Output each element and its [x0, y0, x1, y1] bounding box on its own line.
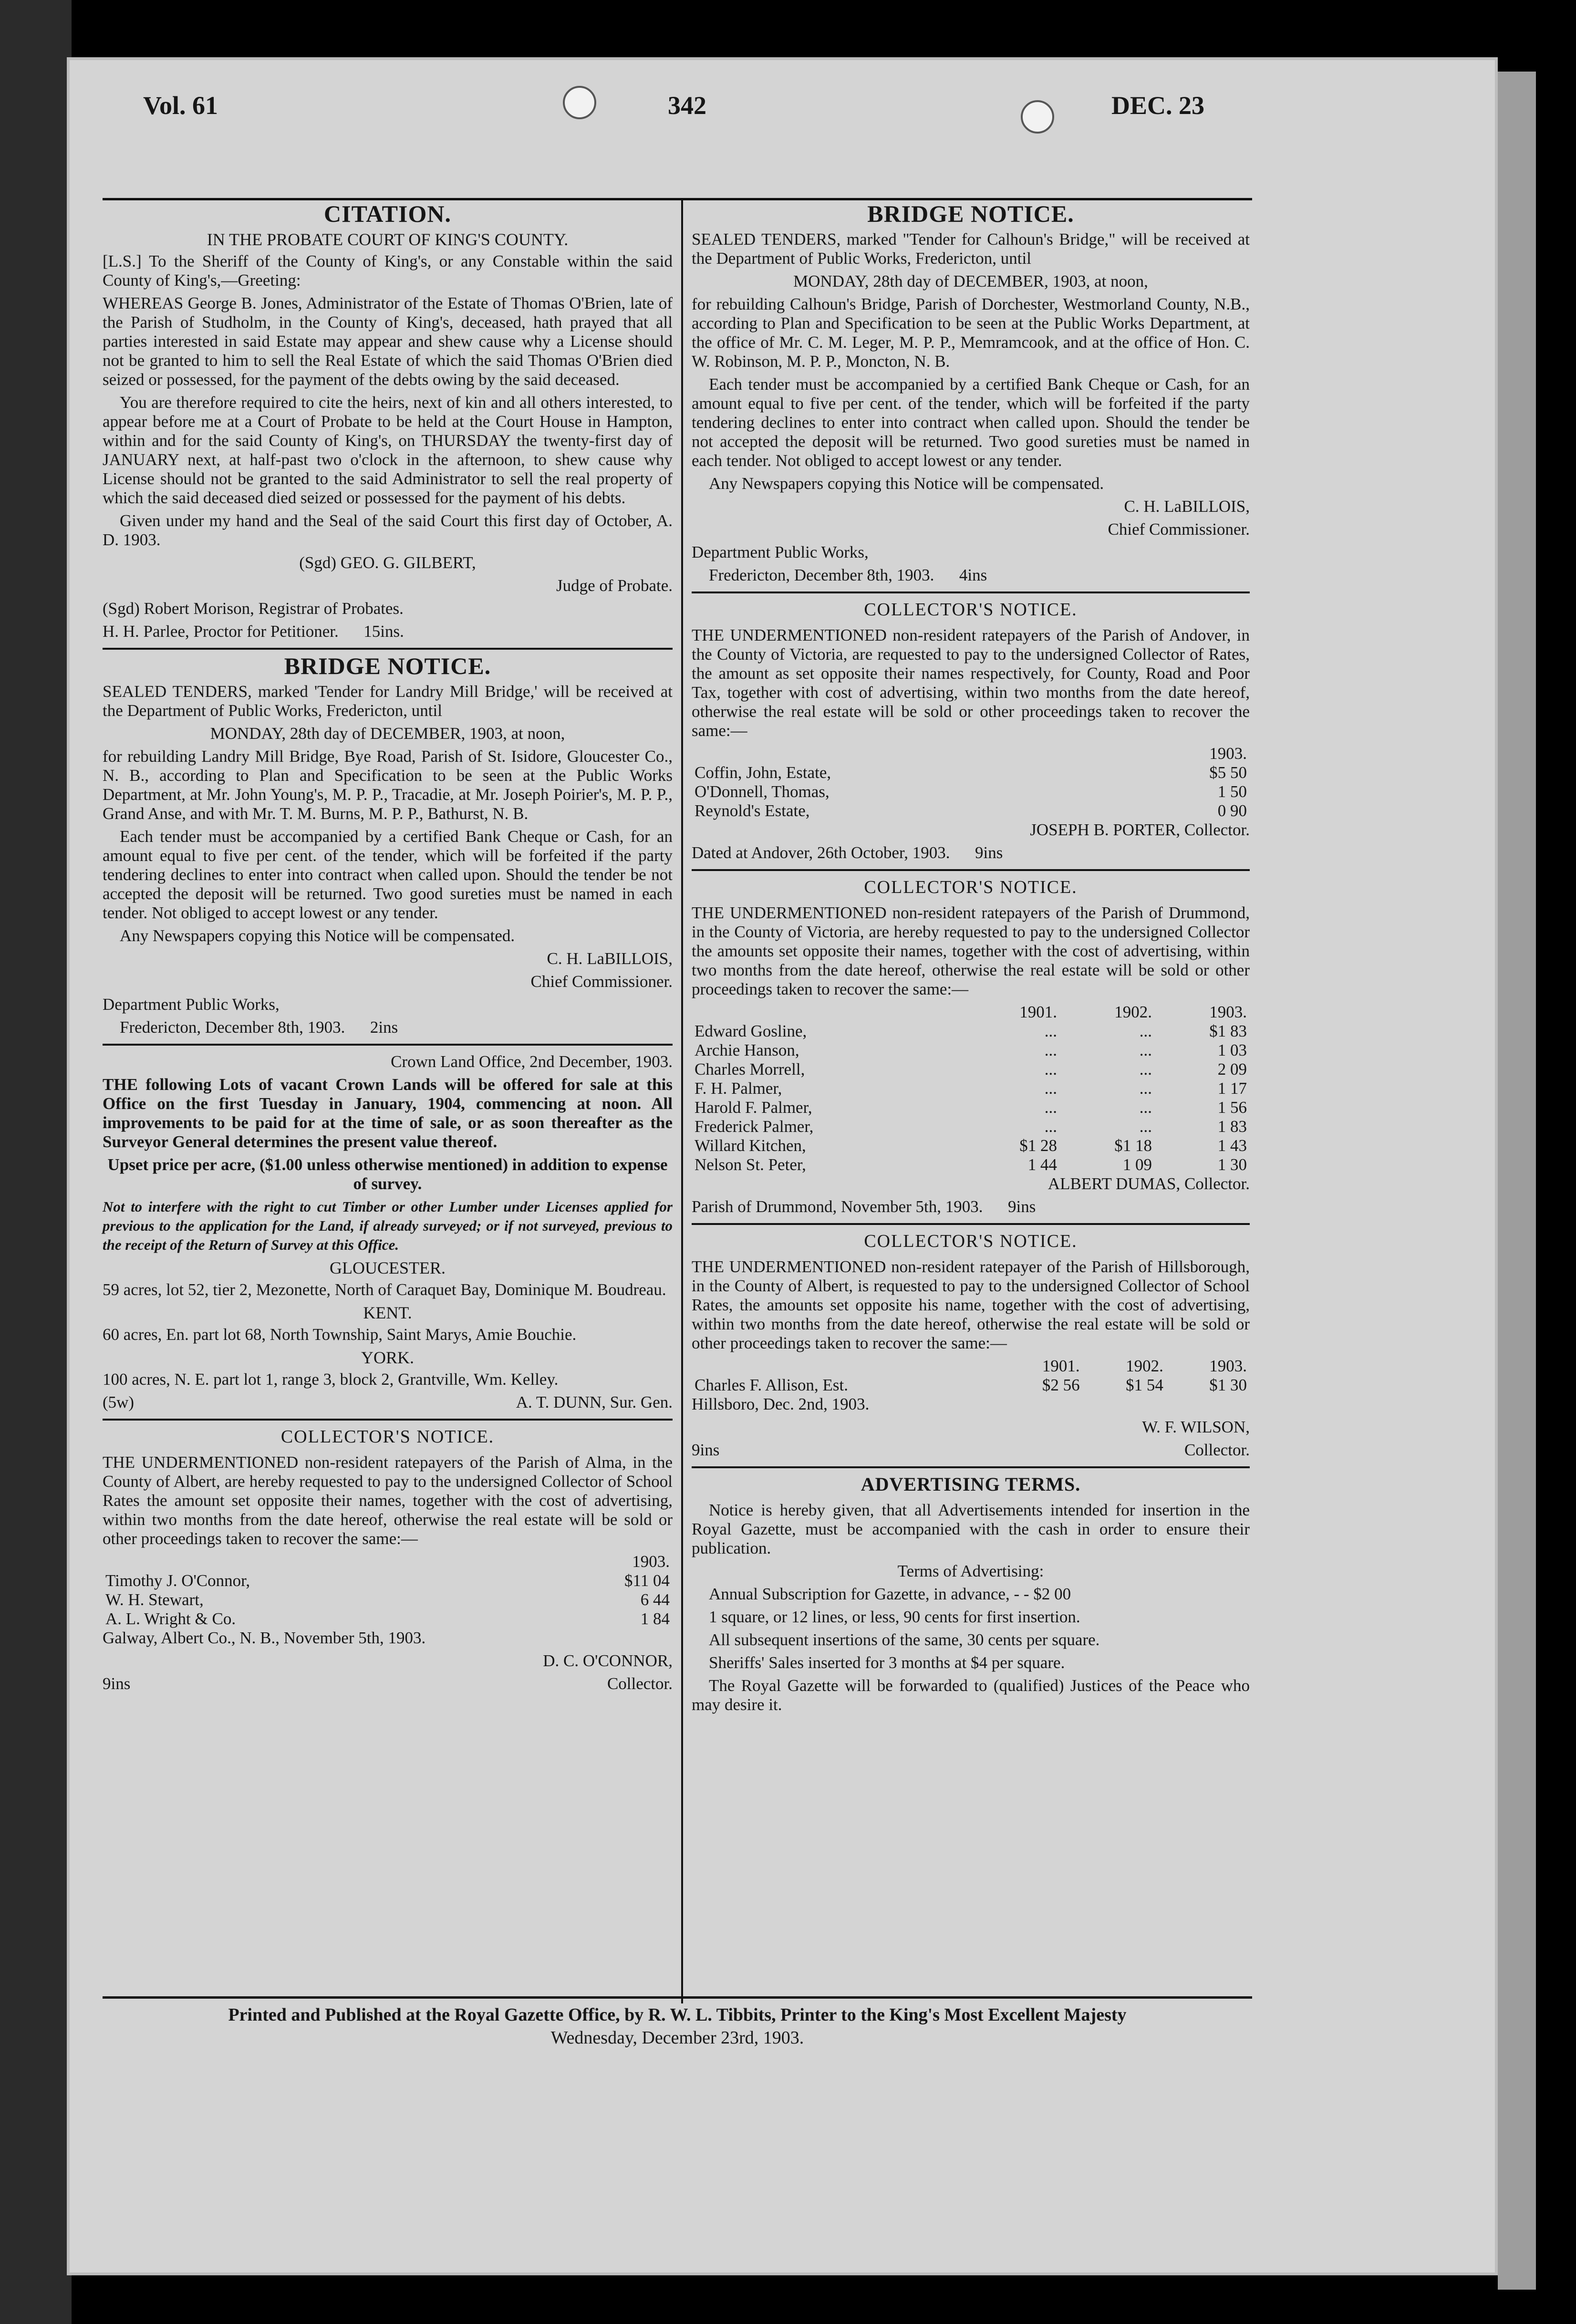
- term-line: All subsequent insertions of the same, 30 cents per square.: [709, 1630, 1100, 1649]
- signature: (Sgd) Robert Morison, Registrar of Probates.: [103, 599, 404, 618]
- insertion-count: 2ins: [370, 1018, 398, 1037]
- dept-line: Department Public Works,: [692, 543, 869, 561]
- section-rule: [692, 1223, 1250, 1225]
- insertion-count: 9ins: [692, 1441, 720, 1459]
- imprint-line: Printed and Published at the Royal Gazette Office, by R. W. L. Tibbits, Printer to the King's Most Excellent Majesty: [228, 2005, 1127, 2025]
- insertion-count: (5w): [103, 1393, 135, 1411]
- dept-line: Department Public Works,: [103, 995, 280, 1014]
- signature: C. H. LaBILLOIS,: [1124, 497, 1250, 516]
- place-date: Dated at Andover, 26th October, 1903. 9ins: [692, 843, 1003, 862]
- term-line: Annual Subscription for Gazette, in advance, - - $2 00: [709, 1585, 1071, 1603]
- citation-para: WHEREAS George B. Jones, Administrator of the Estate of Thomas O'Brien, late of the Parish of Studholm, in the County of King's, deceased, hath prayed that all parties interested in said Estate may appear and shew cause why a License should not be granted to him to sell the Real Estate of which the said Thomas O'Brien died seized or possessed, for the payment of the debts owing by the said deceased.: [103, 294, 673, 389]
- citation-para: [L.S.] To the Sheriff of the County of King's, or any Constable within the said County of King's,—Greeting:: [103, 252, 673, 290]
- collector-para: THE UNDERMENTIONED non-resident ratepayers of the Parish of Drummond, in the County of Victoria, are hereby requested to pay to the undersigned Collector the amounts set opposite their names, together with the cost of advertising, within two months from the date hereof, otherwise the real estate will be sold or other proceedings taken to recover the same:—: [692, 903, 1250, 998]
- signature: 9ins Collector.: [103, 1674, 673, 1693]
- insertion-count: 9ins: [103, 1674, 131, 1693]
- crown-condition: Not to interfere with the right to cut Timber or other Lumber under Licenses applied for previous to the application for the Land, if already surveyed; or if not surveyed, previous to the receipt of the Return of Survey at this Office.: [103, 1198, 673, 1253]
- lot-entry: 60 acres, En. part lot 68, North Township, Saint Marys, Amie Bouchie.: [103, 1325, 577, 1344]
- bridge-para: for rebuilding Calhoun's Bridge, Parish of Dorchester, Westmorland County, N.B., according to Plan and Specification to be seen at the Public Works Department, at the office of Mr. C. M. Leger, M. P. P., Memramcook, and at the office of Hon. C. W. Robinson, M. P. P., Moncton, N. B.: [692, 295, 1250, 371]
- table-row: Archie Hanson, ... ... 1 03: [695, 1041, 1247, 1059]
- table-row: Charles Morrell, ... ... 2 09: [695, 1060, 1247, 1079]
- table-row: A. L. Wright & Co. 1 84: [105, 1609, 670, 1628]
- table-row: Nelson St. Peter, 1 44 1 09 1 30: [695, 1155, 1247, 1174]
- table-row: Coffin, John, Estate, $5 50: [695, 763, 1247, 782]
- bridge-para: for rebuilding Landry Mill Bridge, Bye Road, Parish of St. Isidore, Gloucester Co., N. B., according to Plan and Specification to be seen at the Public Works Department, at Mr. John Young's, M. P. P., Tracadie, at Mr. Joseph Poirier's, M. P. P., Grand Anse, and with Mr. T. M. Burns, M. P. P., Bathurst, N. B.: [103, 747, 673, 823]
- bridge-date: MONDAY, 28th day of DECEMBER, 1903, at noon,: [210, 724, 565, 743]
- bridge-para: Any Newspapers copying this Notice will be compensated.: [120, 926, 515, 945]
- citation-para: Given under my hand and the Seal of the said Court this first day of October, A. D. 1903.: [103, 511, 673, 549]
- county-heading: KENT.: [363, 1303, 412, 1322]
- crown-price: Upset price per acre, ($1.00 unless otherwise mentioned) in addition to expense of survey.: [107, 1155, 668, 1193]
- signature: (5w) A. T. DUNN, Sur. Gen.: [103, 1393, 673, 1411]
- signature: 9ins Collector.: [692, 1441, 1250, 1459]
- table-row: F. H. Palmer, ... ... 1 17: [695, 1079, 1247, 1098]
- signature: D. C. O'CONNOR,: [543, 1651, 673, 1670]
- bridge-title: BRIDGE NOTICE.: [284, 653, 491, 679]
- table-row: O'Donnell, Thomas, 1 50: [695, 782, 1247, 801]
- bridge-notice-calhoun: [692, 200, 1250, 585]
- county-heading: GLOUCESTER.: [330, 1258, 446, 1277]
- term-line: 1 square, or 12 lines, or less, 90 cents for first insertion.: [709, 1608, 1080, 1626]
- advertising-para: The Royal Gazette will be forwarded to (qualified) Justices of the Peace who may desire it.: [692, 1676, 1250, 1714]
- table-row: Reynold's Estate, 0 90: [695, 801, 1247, 820]
- issue-date: DEC. 23: [1111, 91, 1205, 120]
- ratepayer-table: 1901. 1902. 1903. Edward Gosline, ... ... $1 83 Archie Hanson, ... ... 1 03 Charles Morrell, ... ... 2 09 F. H. Palmer, ... ... 1 17 Harold F. Palmer, ... ... 1 56 Frederick Palmer, ... ... 1 83 Willard Kitchen, $1 28 $1 18 1 43 Nelson St. Peter, 1 44 1 09 1 30: [692, 1003, 1250, 1174]
- table-row: W. H. Stewart, 6 44: [105, 1590, 670, 1609]
- imprint-date: Wednesday, December 23rd, 1903.: [550, 2028, 804, 2048]
- collector-para: THE UNDERMENTIONED non-resident ratepayers of the Parish of Andover, in the County of Victoria, are requested to pay to the undersigned Collector of Rates, the amount as set opposite their names respectively, for County, Road and Poor Tax, together with cost of advertising, within two months from the date hereof, otherwise the real estate will be sold or other proceedings taken to recover the same:—: [692, 626, 1250, 740]
- collector-title: COLLECTOR'S NOTICE.: [864, 877, 1078, 897]
- collector-notice-alma: [103, 1427, 673, 1693]
- citation-court: IN THE PROBATE COURT OF KING'S COUNTY.: [207, 230, 569, 249]
- advertising-para: Notice is hereby given, that all Advertisements intended for insertion in the Royal Gazette, must be accompanied with the cash in order to ensure their publication.: [692, 1501, 1250, 1557]
- table-row: Charles F. Allison, Est. $2 56 $1 54 $1 30: [695, 1376, 1247, 1394]
- collector-title: COLLECTOR'S NOTICE.: [280, 1427, 495, 1447]
- signature: C. H. LaBILLOIS,: [547, 949, 673, 968]
- insertion-count: 9ins: [1007, 1197, 1036, 1216]
- table-row: Harold F. Palmer, ... ... 1 56: [695, 1098, 1247, 1117]
- collector-title: COLLECTOR'S NOTICE.: [864, 600, 1078, 620]
- signature-title: Chief Commissioner.: [1108, 520, 1250, 539]
- lot-entry: 59 acres, lot 52, tier 2, Mezonette, North of Caraquet Bay, Dominique M. Boudreau.: [103, 1280, 666, 1299]
- right-column: [692, 200, 1250, 1718]
- insertion-count: 4ins: [959, 566, 987, 584]
- crown-land-notice: [103, 1052, 673, 1412]
- signature: JOSEPH B. PORTER, Collector.: [1030, 820, 1250, 839]
- collector-para: THE UNDERMENTIONED non-resident ratepayers of the Parish of Alma, in the County of Albert, are hereby requested to pay to the undersigned Collector of School Rates the amount set opposite their names, together with the cost of advertising, within two months from the date hereof, otherwise the real estate will be sold or other proceedings taken to recover the same:—: [103, 1453, 673, 1548]
- advertising-title: ADVERTISING TERMS.: [861, 1473, 1081, 1495]
- collector-notice-andover: [692, 600, 1250, 862]
- place-date: Hillsboro, Dec. 2nd, 1903.: [692, 1395, 870, 1413]
- bridge-para: Any Newspapers copying this Notice will be compensated.: [709, 474, 1104, 493]
- bridge-date: MONDAY, 28th day of DECEMBER, 1903, at noon,: [793, 272, 1148, 290]
- signature-title: Chief Commissioner.: [530, 972, 673, 991]
- left-column: [103, 200, 673, 1697]
- advertising-terms: [692, 1475, 1250, 1714]
- imprint-footer: [103, 2003, 1252, 2049]
- section-rule: [692, 1466, 1250, 1468]
- section-rule: [103, 1419, 673, 1421]
- section-rule: [692, 869, 1250, 871]
- county-heading: YORK.: [361, 1348, 414, 1367]
- table-row: Timothy J. O'Connor, $11 04: [105, 1571, 670, 1590]
- ratepayer-table: 1901. 1902. 1903. Charles F. Allison, Est. $2 56 $1 54 $1 30: [692, 1357, 1250, 1395]
- bridge-para: SEALED TENDERS, marked "Tender for Calhoun's Bridge," will be received at the Department of Public Works, Fredericton, until: [692, 230, 1250, 268]
- section-rule: [103, 1044, 673, 1046]
- bridge-title: BRIDGE NOTICE.: [867, 200, 1074, 227]
- citation-para: You are therefore required to cite the heirs, next of kin and all others interested, to appear before me at a Court of Probate to be held at the Court House in Hampton, within and for the said County of King's, on THURSDAY the twenty-first day of JANUARY next, at half-past two o'clock in the afternoon, to shew cause why License should not be granted to the said Administrator to sell the real property of which the said deceased died seized or possessed for the payment of his debts.: [103, 393, 673, 507]
- insertion-count: 15ins.: [363, 622, 404, 641]
- citation-title: CITATION.: [324, 200, 451, 227]
- place-date: Galway, Albert Co., N. B., November 5th, 1903.: [103, 1629, 426, 1647]
- page-number: 342: [668, 91, 706, 120]
- crown-dateline: Crown Land Office, 2nd December, 1903.: [391, 1052, 673, 1071]
- signature: W. F. WILSON,: [1142, 1418, 1250, 1436]
- lot-entry: 100 acres, N. E. part lot 1, range 3, block 2, Grantville, Wm. Kelley.: [103, 1370, 559, 1389]
- signature: ALBERT DUMAS, Collector.: [1047, 1174, 1250, 1193]
- footer-rule: [103, 1996, 1252, 1999]
- collector-notice-drummond: [692, 878, 1250, 1216]
- collector-title: COLLECTOR'S NOTICE.: [864, 1231, 1078, 1251]
- table-row: Willard Kitchen, $1 28 $1 18 1 43: [695, 1136, 1247, 1155]
- term-line: Sheriffs' Sales inserted for 3 months at $4 per square.: [709, 1653, 1065, 1672]
- table-row: Edward Gosline, ... ... $1 83: [695, 1022, 1247, 1040]
- table-row: Frederick Palmer, ... ... 1 83: [695, 1117, 1247, 1136]
- ratepayer-table: 1903. Timothy J. O'Connor, $11 04 W. H. Stewart, 6 44 A. L. Wright & Co. 1 84: [103, 1552, 673, 1629]
- column-divider: [681, 200, 683, 2003]
- crown-para: THE following Lots of vacant Crown Lands will be offered for sale at this Office on the first Tuesday in January, 1904, commencing at noon. All improvements to be paid for at the time of sale, or as soon thereafter as the Surveyor General determines the present value thereof.: [103, 1075, 673, 1151]
- page-edge-shadow: [1498, 72, 1536, 2290]
- citation-notice: [103, 200, 673, 641]
- signature-title: Judge of Probate.: [556, 576, 673, 595]
- bridge-para: SEALED TENDERS, marked 'Tender for Landry Mill Bridge,' will be received at the Department of Public Works, Fredericton, until: [103, 682, 673, 720]
- insertion-count: 9ins: [975, 843, 1003, 862]
- volume-label: Vol. 61: [143, 91, 218, 120]
- section-rule: [103, 648, 673, 650]
- dept-line: Fredericton, December 8th, 1903. 4ins: [709, 566, 987, 584]
- binding-hole: [1021, 100, 1054, 134]
- adjacent-page-strip: [0, 0, 72, 2324]
- ratepayer-table: 1903. Coffin, John, Estate, $5 50 O'Donnell, Thomas, 1 50 Reynold's Estate, 0 90: [692, 744, 1250, 820]
- collector-para: THE UNDERMENTIONED non-resident ratepayer of the Parish of Hillsborough, in the County of Albert, is requested to pay to the undersigned Collector of School Rates, the amounts set opposite his name, together with the cost of advertising, within two months from the date hereof, otherwise the real estate will be sold or other proceedings taken to recover the same:—: [692, 1257, 1250, 1352]
- signature: H. H. Parlee, Proctor for Petitioner. 15ins.: [103, 622, 404, 641]
- bridge-notice-landry: [103, 653, 673, 1037]
- section-rule: [692, 591, 1250, 593]
- terms-subheading: Terms of Advertising:: [897, 1562, 1044, 1580]
- bridge-para: Each tender must be accompanied by a certified Bank Cheque or Cash, for an amount equal to five per cent. of the tender, which will be forfeited if the party tendering declines to enter into contract when called upon. Should the tender be not accepted the deposit will be returned. Two good sureties must be named in each tender. Not obliged to accept lowest or any tender.: [103, 827, 673, 922]
- place-date: Parish of Drummond, November 5th, 1903. 9ins: [692, 1197, 1036, 1216]
- signature: (Sgd) GEO. G. GILBERT,: [299, 553, 476, 572]
- collector-notice-hillsborough: [692, 1232, 1250, 1460]
- dept-line: Fredericton, December 8th, 1903. 2ins: [120, 1018, 398, 1037]
- bridge-para: Each tender must be accompanied by a certified Bank Cheque or Cash, for an amount equal to five per cent. of the tender, which will be forfeited if the party tendering declines to enter into contract when called upon. Should the tender be not accepted the deposit will be returned. Two good sureties must be named in each tender. Not obliged to accept lowest or any tender.: [692, 375, 1250, 470]
- binding-hole: [563, 86, 596, 119]
